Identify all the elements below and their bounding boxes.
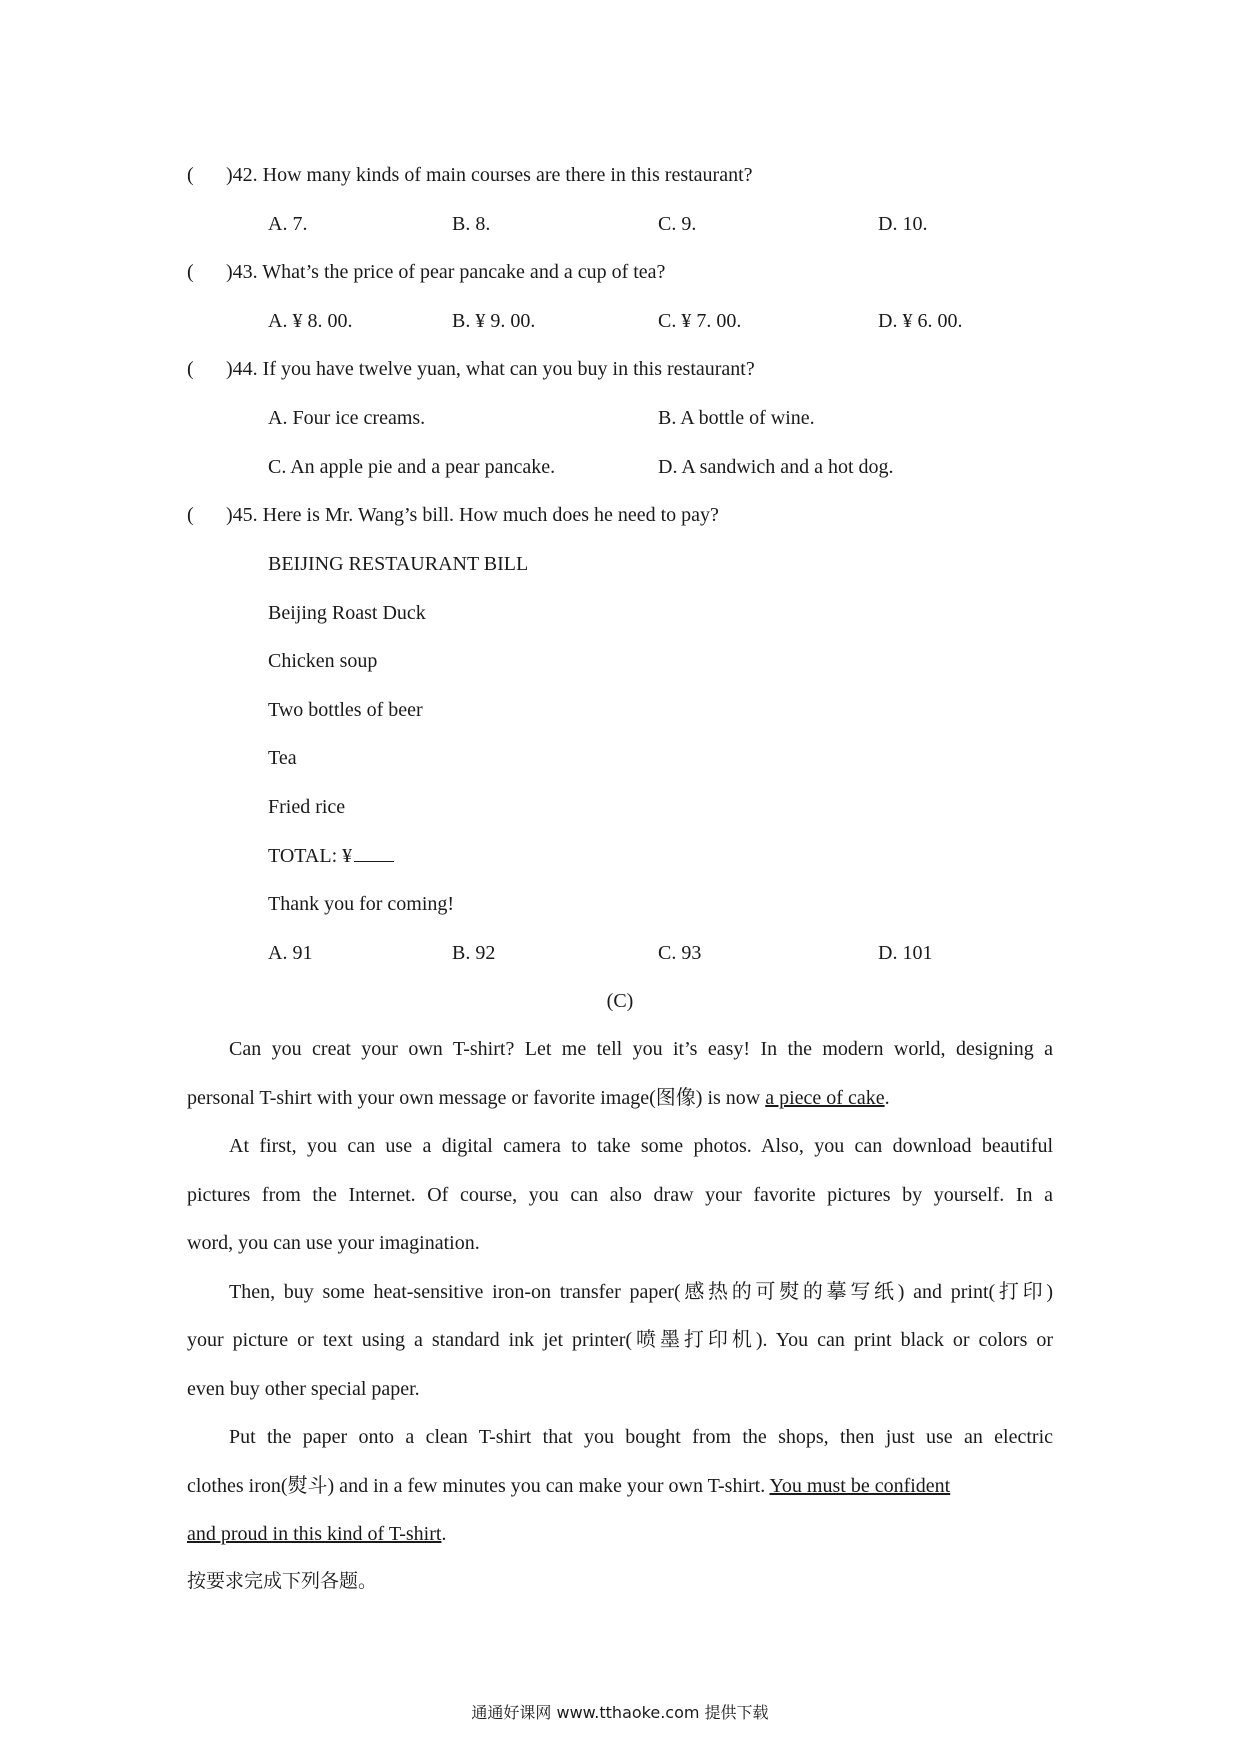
bill-item: Two bottles of beer [268,699,423,721]
answer-paren: ( [187,164,194,186]
passage-line: personal T-shirt with your own message or favorite image(图像) is now a piece of cake. [187,1087,890,1109]
underlined-sentence: You must be confident [769,1475,951,1497]
passage-line: Then, buy some heat-sensitive iron-on transfer paper(感热的可熨的摹写纸) and print(打印) [229,1281,1053,1303]
option-a: A. ¥ 8. 00. [268,310,353,332]
passage-line: At first, you can use a digital camera to take some photos. Also, you can download beautiful [229,1135,1053,1157]
underlined-phrase: a piece of cake [765,1087,885,1109]
option-c: C. An apple pie and a pear pancake. [268,456,556,478]
bill-item: Tea [268,747,297,769]
bill-item: Beijing Roast Duck [268,602,426,624]
question-text: )45. Here is Mr. Wang’s bill. How much does he need to pay? [226,504,719,526]
option-d: D. 101 [878,942,933,964]
question-text: )43. What’s the price of pear pancake and a cup of tea? [226,261,666,283]
passage-line: and proud in this kind of T-shirt. [187,1523,447,1545]
option-c: C. 93 [658,942,702,964]
option-d: D. 10. [878,213,928,235]
passage-line: Put the paper onto a clean T-shirt that you bought from the shops, then just use an electric [229,1426,1053,1448]
answer-paren: ( [187,504,194,526]
bill-item: Chicken soup [268,650,378,672]
question-text: )44. If you have twelve yuan, what can you buy in this restaurant? [226,358,755,380]
option-d: D. A sandwich and a hot dog. [658,456,894,478]
option-a: A. Four ice creams. [268,407,426,429]
option-a: A. 91 [268,942,313,964]
bill-total-label: TOTAL: ¥ [268,845,353,867]
passage-line: even buy other special paper. [187,1378,420,1400]
passage-line: clothes iron(熨斗) and in a few minutes you can make your own T-shirt. You must be confident [187,1475,951,1497]
option-b: B. 92 [452,942,496,964]
question-text: )42. How many kinds of main courses are there in this restaurant? [226,164,753,186]
bill-title: BEIJING RESTAURANT BILL [268,553,529,575]
option-b: B. A bottle of wine. [658,407,815,429]
bill-item: Fried rice [268,796,346,818]
option-c: C. 9. [658,213,697,235]
option-b: B. 8. [452,213,491,235]
passage-line: pictures from the Internet. Of course, you can also draw your favorite pictures by yourself. In a [187,1184,1053,1206]
option-c: C. ¥ 7. 00. [658,310,742,332]
answer-paren: ( [187,358,194,380]
bill-total [268,843,394,869]
passage-line: word, you can use your imagination. [187,1232,480,1254]
underlined-sentence: and proud in this kind of T-shirt [187,1523,442,1545]
passage-line: your picture or text using a standard ink jet printer(喷墨打印机). You can print black or colors or [187,1329,1053,1351]
page-footer: 通通好课网 www.tthaoke.com 提供下载 [471,1703,769,1722]
bill-thanks: Thank you for coming! [268,893,455,915]
passage-line: Can you creat your own T-shirt? Let me tell you it’s easy! In the modern world, designing a [229,1038,1053,1060]
instruction: 按要求完成下列各题。 [187,1570,378,1592]
answer-paren: ( [187,261,194,283]
option-a: A. 7. [268,213,308,235]
option-d: D. ¥ 6. 00. [878,310,963,332]
section-label: (C) [606,990,634,1012]
option-b: B. ¥ 9. 00. [452,310,536,332]
total-blank [354,843,394,862]
